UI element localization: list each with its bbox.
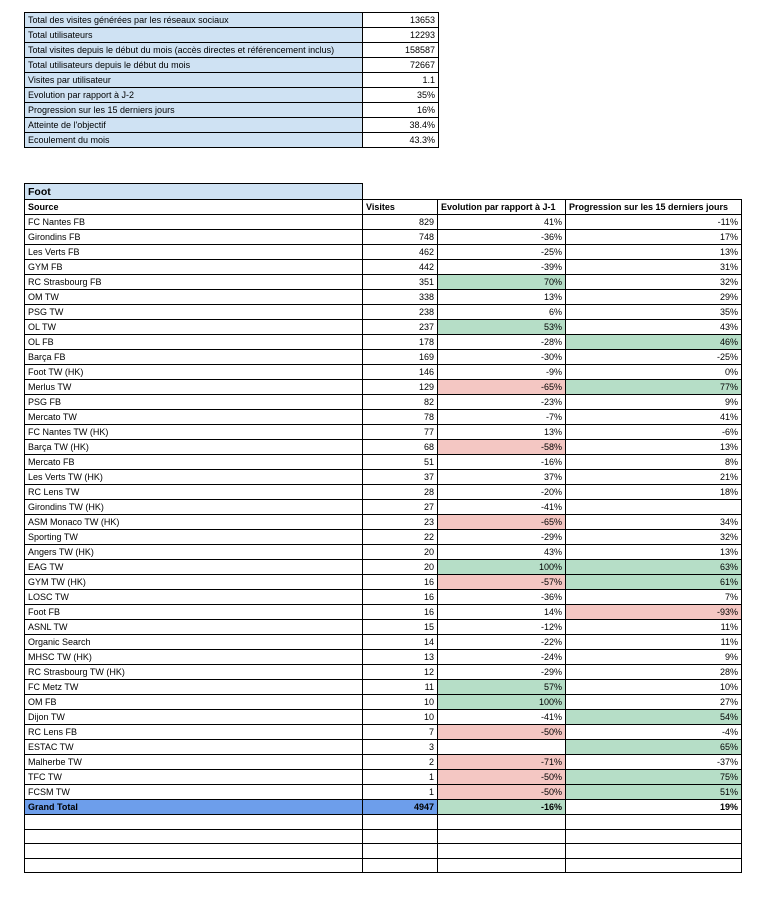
empty-cell[interactable] (438, 858, 566, 873)
cell-source[interactable]: Foot TW (HK) (25, 365, 363, 380)
table-row (25, 620, 742, 635)
summary-label[interactable]: Total utilisateurs depuis le début du mois (25, 58, 363, 73)
cell-evolution[interactable]: 100% (438, 695, 566, 710)
summary-value[interactable]: 13653 (363, 13, 439, 28)
table-title-row (25, 184, 742, 200)
table-row (25, 470, 742, 485)
table-row (25, 740, 742, 755)
cell-source[interactable]: Les Verts FB (25, 245, 363, 260)
summary-label[interactable]: Progression sur les 15 derniers jours (25, 103, 363, 118)
cell-evolution[interactable]: 41% (438, 215, 566, 230)
summary-row (25, 43, 439, 58)
cell-source[interactable]: LOSC TW (25, 590, 363, 605)
cell-source[interactable]: Barça TW (HK) (25, 440, 363, 455)
foot-table (24, 183, 742, 873)
cell-progression[interactable]: 29% (566, 290, 742, 305)
summary-value[interactable]: 38.4% (363, 118, 439, 133)
cell-visites[interactable]: 37 (363, 470, 438, 485)
cell-source[interactable]: Angers TW (HK) (25, 545, 363, 560)
cell-progression[interactable]: -4% (566, 725, 742, 740)
cell-evolution[interactable]: 14% (438, 605, 566, 620)
cell-visites[interactable]: 829 (363, 215, 438, 230)
empty-cell[interactable] (363, 858, 438, 873)
cell-visites[interactable]: 3 (363, 740, 438, 755)
summary-value[interactable]: 16% (363, 103, 439, 118)
empty-cell[interactable] (566, 844, 742, 859)
cell-progression[interactable]: -11% (566, 215, 742, 230)
cell-visites[interactable]: 28 (363, 485, 438, 500)
cell-source[interactable]: FC Nantes FB (25, 215, 363, 230)
cell-source[interactable]: RC Lens FB (25, 725, 363, 740)
cell-progression[interactable]: 61% (566, 575, 742, 590)
table-row (25, 710, 742, 725)
cell-visites[interactable]: 1 (363, 770, 438, 785)
cell-evolution[interactable]: -9% (438, 365, 566, 380)
cell-source[interactable]: Barça FB (25, 350, 363, 365)
empty-cell[interactable] (363, 844, 438, 859)
cell-progression[interactable]: 54% (566, 710, 742, 725)
cell-progression[interactable] (566, 500, 742, 515)
cell-source[interactable]: RC Lens TW (25, 485, 363, 500)
table-row (25, 440, 742, 455)
table-row (25, 635, 742, 650)
cell-source[interactable]: Les Verts TW (HK) (25, 470, 363, 485)
cell-evolution[interactable]: -23% (438, 395, 566, 410)
cell-source[interactable]: Dijon TW (25, 710, 363, 725)
table-row (25, 410, 742, 425)
cell-progression[interactable]: 11% (566, 620, 742, 635)
cell-progression[interactable]: 75% (566, 770, 742, 785)
cell-progression[interactable]: 31% (566, 260, 742, 275)
cell-evolution[interactable]: -24% (438, 650, 566, 665)
cell-visites[interactable]: 129 (363, 380, 438, 395)
cell-source[interactable]: FC Metz TW (25, 680, 363, 695)
cell-evolution[interactable]: -12% (438, 620, 566, 635)
cell-progression[interactable]: 63% (566, 560, 742, 575)
summary-value[interactable]: 12293 (363, 28, 439, 43)
cell-evolution[interactable]: -39% (438, 260, 566, 275)
cell-source[interactable]: MHSC TW (HK) (25, 650, 363, 665)
summary-value[interactable]: 72667 (363, 58, 439, 73)
table-row (25, 380, 742, 395)
cell-evolution[interactable]: -16% (438, 455, 566, 470)
table-row (25, 755, 742, 770)
cell-progression[interactable]: 17% (566, 230, 742, 245)
summary-label[interactable]: Evolution par rapport à J-2 (25, 88, 363, 103)
cell-source[interactable]: GYM TW (HK) (25, 575, 363, 590)
cell-source[interactable]: Girondins TW (HK) (25, 500, 363, 515)
header-visites[interactable]: Visites (363, 200, 438, 215)
cell-source[interactable]: Malherbe TW (25, 755, 363, 770)
header-row (25, 200, 742, 215)
cell-source[interactable]: ASM Monaco TW (HK) (25, 515, 363, 530)
summary-value[interactable]: 43.3% (363, 133, 439, 148)
empty-cell[interactable] (566, 858, 742, 873)
summary-label[interactable]: Visites par utilisateur (25, 73, 363, 88)
empty-cell[interactable] (566, 815, 742, 830)
empty-cell[interactable] (566, 829, 742, 844)
table-row (25, 500, 742, 515)
cell-progression[interactable]: 51% (566, 785, 742, 800)
cell-evolution[interactable]: 13% (438, 290, 566, 305)
cell-visites[interactable]: 462 (363, 245, 438, 260)
cell-evolution[interactable]: -41% (438, 500, 566, 515)
cell-evolution[interactable]: -57% (438, 575, 566, 590)
cell-source[interactable]: OL TW (25, 320, 363, 335)
cell-source[interactable]: FCSM TW (25, 785, 363, 800)
cell-progression[interactable]: 8% (566, 455, 742, 470)
cell-progression[interactable]: 32% (566, 530, 742, 545)
table-row (25, 575, 742, 590)
cell-progression[interactable]: -93% (566, 605, 742, 620)
cell-visites[interactable]: 16 (363, 590, 438, 605)
cell-evolution[interactable]: 13% (438, 425, 566, 440)
cell-visites[interactable]: 169 (363, 350, 438, 365)
cell-visites[interactable]: 178 (363, 335, 438, 350)
cell-progression[interactable]: 13% (566, 245, 742, 260)
cell-progression[interactable]: 41% (566, 410, 742, 425)
table-row (25, 725, 742, 740)
cell-progression[interactable]: 9% (566, 650, 742, 665)
cell-source[interactable]: Girondins FB (25, 230, 363, 245)
cell-visites[interactable]: 238 (363, 305, 438, 320)
cell-visites[interactable]: 16 (363, 605, 438, 620)
cell-evolution[interactable]: -20% (438, 485, 566, 500)
summary-row (25, 103, 439, 118)
empty-cell[interactable] (438, 829, 566, 844)
cell-evolution[interactable]: -28% (438, 335, 566, 350)
cell-evolution[interactable]: -58% (438, 440, 566, 455)
cell-evolution[interactable]: 6% (438, 305, 566, 320)
cell-visites[interactable]: 146 (363, 365, 438, 380)
summary-row (25, 88, 439, 103)
cell-evolution[interactable]: -29% (438, 665, 566, 680)
cell-progression[interactable]: 27% (566, 695, 742, 710)
cell-progression[interactable]: 32% (566, 275, 742, 290)
cell-progression[interactable]: -25% (566, 350, 742, 365)
cell-visites[interactable]: 15 (363, 620, 438, 635)
cell-evolution[interactable]: -71% (438, 755, 566, 770)
cell-evolution[interactable]: 37% (438, 470, 566, 485)
cell-visites[interactable]: 10 (363, 710, 438, 725)
cell-progression[interactable]: -37% (566, 755, 742, 770)
cell-source[interactable]: Mercato FB (25, 455, 363, 470)
cell-source[interactable]: Merlus TW (25, 380, 363, 395)
table-row (25, 275, 742, 290)
table-row (25, 770, 742, 785)
cell-visites[interactable]: 16 (363, 575, 438, 590)
cell-visites[interactable]: 23 (363, 515, 438, 530)
total-row (25, 800, 742, 815)
cell-evolution[interactable]: -7% (438, 410, 566, 425)
table-title[interactable]: Foot (25, 184, 363, 200)
cell-source[interactable]: Foot FB (25, 605, 363, 620)
cell-visites[interactable]: 22 (363, 530, 438, 545)
table-row (25, 320, 742, 335)
empty-cell[interactable] (25, 815, 363, 830)
table-row (25, 215, 742, 230)
cell-evolution[interactable]: -50% (438, 725, 566, 740)
cell-evolution[interactable]: 100% (438, 560, 566, 575)
cell-evolution[interactable]: -29% (438, 530, 566, 545)
summary-row (25, 13, 439, 28)
cell-evolution[interactable]: -36% (438, 230, 566, 245)
cell-evolution[interactable]: 70% (438, 275, 566, 290)
table-row (25, 335, 742, 350)
empty-cell[interactable] (25, 844, 363, 859)
cell-visites[interactable]: 77 (363, 425, 438, 440)
cell-source[interactable]: ASNL TW (25, 620, 363, 635)
total-progression[interactable]: 19% (566, 800, 742, 815)
summary-label[interactable]: Total utilisateurs (25, 28, 363, 43)
table-row (25, 245, 742, 260)
cell-progression[interactable]: 43% (566, 320, 742, 335)
blank-cell (438, 184, 566, 200)
empty-row (25, 815, 742, 830)
summary-row (25, 73, 439, 88)
cell-evolution[interactable]: -22% (438, 635, 566, 650)
cell-progression[interactable]: 21% (566, 470, 742, 485)
cell-source[interactable]: Organic Search (25, 635, 363, 650)
cell-evolution[interactable] (438, 740, 566, 755)
table-row (25, 455, 742, 470)
cell-evolution[interactable]: -25% (438, 245, 566, 260)
cell-visites[interactable]: 11 (363, 680, 438, 695)
cell-progression[interactable]: 7% (566, 590, 742, 605)
cell-evolution[interactable]: 53% (438, 320, 566, 335)
cell-evolution[interactable]: -65% (438, 380, 566, 395)
cell-visites[interactable]: 51 (363, 455, 438, 470)
cell-visites[interactable]: 7 (363, 725, 438, 740)
cell-evolution[interactable]: -50% (438, 770, 566, 785)
table-row (25, 305, 742, 320)
cell-visites[interactable]: 748 (363, 230, 438, 245)
cell-visites[interactable]: 10 (363, 695, 438, 710)
table-row (25, 350, 742, 365)
table-row (25, 230, 742, 245)
cell-source[interactable]: Sporting TW (25, 530, 363, 545)
cell-visites[interactable]: 20 (363, 545, 438, 560)
empty-cell[interactable] (438, 815, 566, 830)
header-progression[interactable]: Progression sur les 15 derniers jours (566, 200, 742, 215)
table-row (25, 545, 742, 560)
blank-cell (566, 184, 742, 200)
cell-progression[interactable]: 46% (566, 335, 742, 350)
cell-source[interactable]: RC Strasbourg FB (25, 275, 363, 290)
cell-visites[interactable]: 20 (363, 560, 438, 575)
cell-source[interactable]: OL FB (25, 335, 363, 350)
total-evolution[interactable]: -16% (438, 800, 566, 815)
cell-progression[interactable]: 0% (566, 365, 742, 380)
summary-row (25, 58, 439, 73)
cell-visites[interactable]: 12 (363, 665, 438, 680)
cell-progression[interactable]: 13% (566, 545, 742, 560)
cell-visites[interactable]: 68 (363, 440, 438, 455)
summary-row (25, 133, 439, 148)
summary-label[interactable]: Total des visites générées par les réseaux sociaux (25, 13, 363, 28)
table-row (25, 665, 742, 680)
header-evolution[interactable]: Evolution par rapport à J-1 (438, 200, 566, 215)
cell-source[interactable]: PSG FB (25, 395, 363, 410)
cell-evolution[interactable]: -50% (438, 785, 566, 800)
cell-source[interactable]: ESTAC TW (25, 740, 363, 755)
cell-source[interactable]: FC Nantes TW (HK) (25, 425, 363, 440)
summary-label[interactable]: Ecoulement du mois (25, 133, 363, 148)
table-row (25, 530, 742, 545)
cell-visites[interactable]: 442 (363, 260, 438, 275)
cell-source[interactable]: EAG TW (25, 560, 363, 575)
cell-progression[interactable]: -6% (566, 425, 742, 440)
table-row (25, 785, 742, 800)
table-row (25, 365, 742, 380)
cell-source[interactable]: Mercato TW (25, 410, 363, 425)
empty-cell[interactable] (438, 844, 566, 859)
empty-cell[interactable] (25, 829, 363, 844)
cell-source[interactable]: TFC TW (25, 770, 363, 785)
summary-value[interactable]: 1.1 (363, 73, 439, 88)
table-row (25, 605, 742, 620)
empty-row (25, 858, 742, 873)
cell-source[interactable]: GYM FB (25, 260, 363, 275)
cell-evolution[interactable]: -65% (438, 515, 566, 530)
cell-progression[interactable]: 11% (566, 635, 742, 650)
cell-evolution[interactable]: -30% (438, 350, 566, 365)
table-row (25, 590, 742, 605)
summary-label[interactable]: Total visites depuis le début du mois (accès directes et référencement inclus) (25, 43, 363, 58)
cell-visites[interactable]: 13 (363, 650, 438, 665)
table-row (25, 395, 742, 410)
empty-cell[interactable] (25, 858, 363, 873)
table-row (25, 650, 742, 665)
summary-row (25, 28, 439, 43)
table-row (25, 260, 742, 275)
summary-table (24, 12, 439, 148)
cell-evolution[interactable]: 43% (438, 545, 566, 560)
table-row (25, 560, 742, 575)
cell-visites[interactable]: 351 (363, 275, 438, 290)
cell-evolution[interactable]: -41% (438, 710, 566, 725)
cell-source[interactable]: PSG TW (25, 305, 363, 320)
header-source[interactable]: Source (25, 200, 363, 215)
total-visites[interactable]: 4947 (363, 800, 438, 815)
cell-visites[interactable]: 27 (363, 500, 438, 515)
blank-cell (363, 184, 438, 200)
cell-source[interactable]: OM FB (25, 695, 363, 710)
summary-body (25, 13, 439, 148)
cell-visites[interactable]: 82 (363, 395, 438, 410)
cell-progression[interactable]: 9% (566, 395, 742, 410)
table-row (25, 695, 742, 710)
cell-evolution[interactable]: 57% (438, 680, 566, 695)
cell-progression[interactable]: 10% (566, 680, 742, 695)
summary-value[interactable]: 158587 (363, 43, 439, 58)
cell-progression[interactable]: 34% (566, 515, 742, 530)
foot-body (25, 184, 742, 873)
table-row (25, 515, 742, 530)
cell-progression[interactable]: 13% (566, 440, 742, 455)
table-row (25, 680, 742, 695)
cell-source[interactable]: RC Strasbourg TW (HK) (25, 665, 363, 680)
empty-cell[interactable] (363, 829, 438, 844)
table-row (25, 485, 742, 500)
table-row (25, 425, 742, 440)
cell-visites[interactable]: 14 (363, 635, 438, 650)
cell-visites[interactable]: 1 (363, 785, 438, 800)
cell-progression[interactable]: 18% (566, 485, 742, 500)
cell-progression[interactable]: 28% (566, 665, 742, 680)
total-label[interactable]: Grand Total (25, 800, 363, 815)
summary-value[interactable]: 35% (363, 88, 439, 103)
cell-progression[interactable]: 77% (566, 380, 742, 395)
cell-evolution[interactable]: -36% (438, 590, 566, 605)
empty-row (25, 829, 742, 844)
summary-label[interactable]: Atteinte de l'objectif (25, 118, 363, 133)
cell-progression[interactable]: 65% (566, 740, 742, 755)
summary-row (25, 118, 439, 133)
empty-row (25, 844, 742, 859)
cell-visites[interactable]: 2 (363, 755, 438, 770)
cell-progression[interactable]: 35% (566, 305, 742, 320)
table-row (25, 290, 742, 305)
cell-visites[interactable]: 78 (363, 410, 438, 425)
cell-visites[interactable]: 237 (363, 320, 438, 335)
cell-visites[interactable]: 338 (363, 290, 438, 305)
empty-cell[interactable] (363, 815, 438, 830)
cell-source[interactable]: OM TW (25, 290, 363, 305)
